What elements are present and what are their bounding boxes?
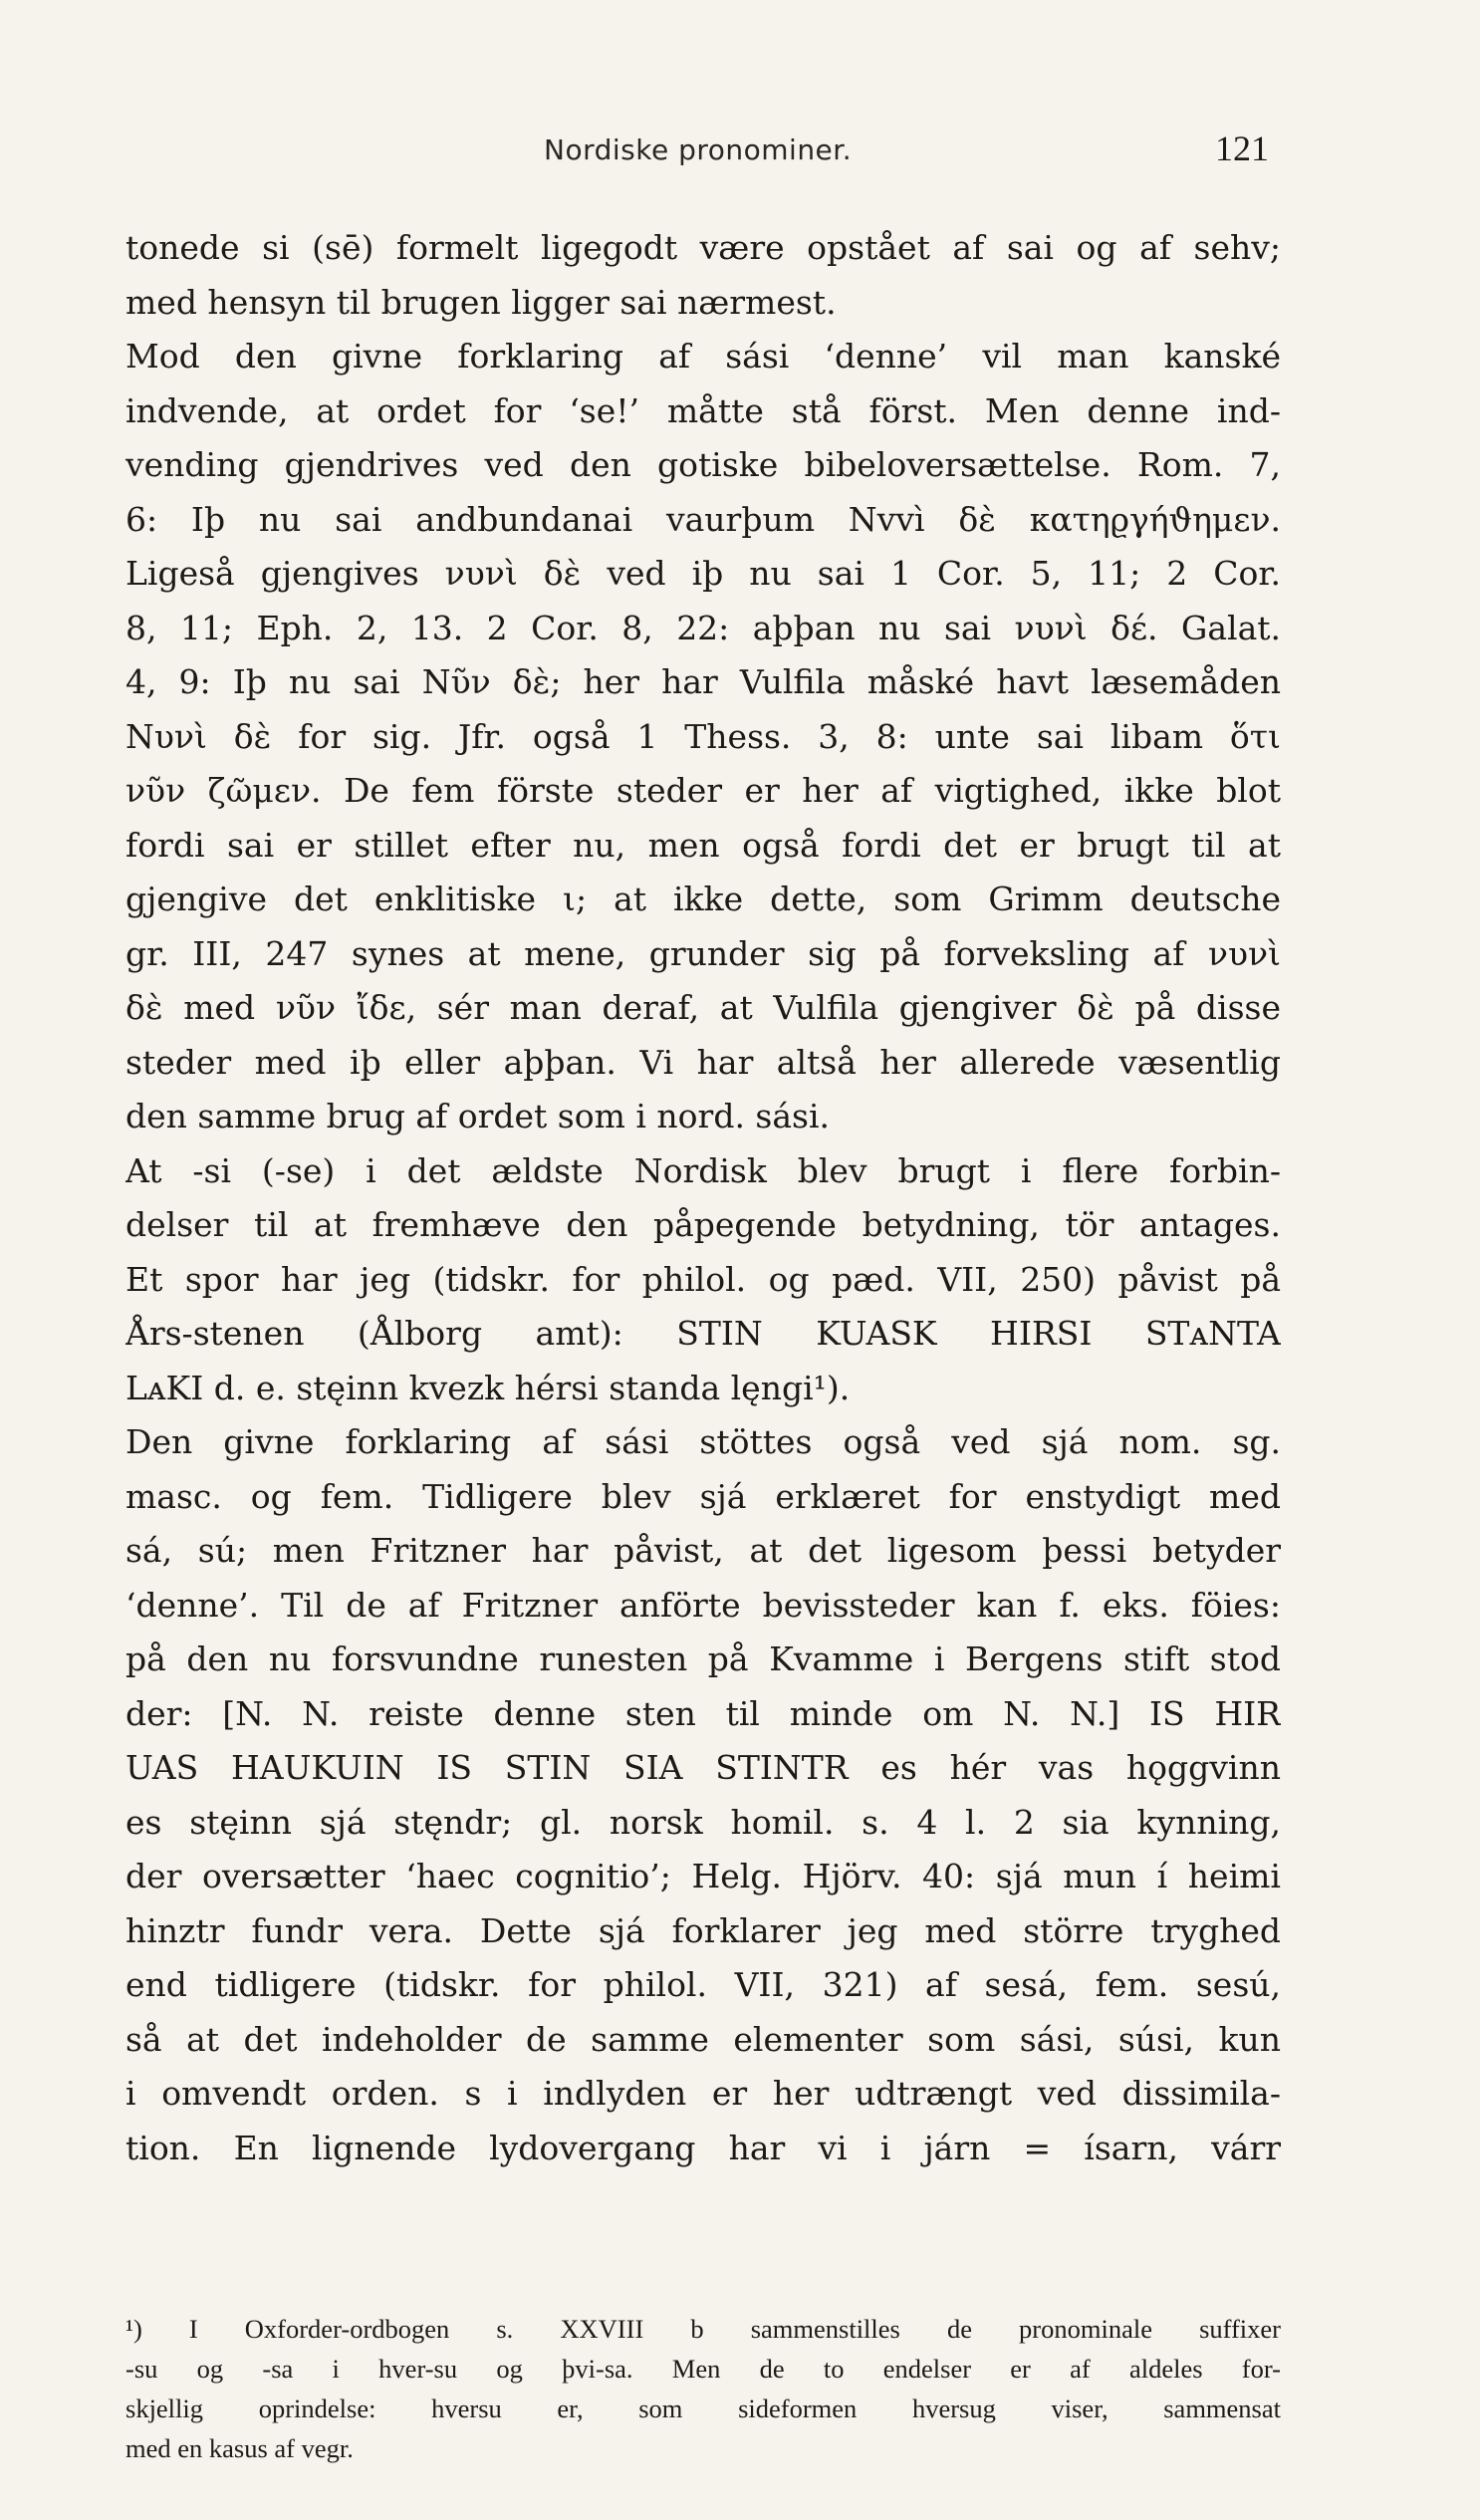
text-line: steder med iþ eller aþþan. Vi har altså her allerede væsentlig [125, 1042, 1281, 1082]
text-line: fordi sai er stillet efter nu, men også fordi det er brugt til at [125, 825, 1281, 865]
text-line: så at det indeholder de samme elementer som sási, súsi, kun [125, 2019, 1281, 2059]
text-line: UAS HAUKUIN IS STIN SIA STINTR es hér vas hǫggvinn [125, 1748, 1281, 1787]
running-head [125, 127, 1269, 177]
text-line: indvende, at ordet for ‘se!’ måtte stå först. Men denne ind- [125, 390, 1281, 430]
text-line: i omvendt orden. s i indlyden er her udtrængt ved dissimila- [125, 2074, 1281, 2113]
running-title: Nordiske pronominer. [544, 133, 853, 166]
text-line: ‘denne’. Til de af Fritzner anförte bevissteder kan f. eks. föies: [125, 1585, 1281, 1625]
text-line: Ligeså gjengives νυνὶ δὲ ved iþ nu sai 1 Cor. 5, 11; 2 Cor. [125, 554, 1281, 593]
text-line: Mod den givne forklaring af sási ‘denne’ vil man kanské [125, 337, 1281, 376]
footnote-line: skjellig oprindelse: hversu er, som sideformen hversug viser, sammensat [125, 2394, 1281, 2423]
text-line: δὲ med νῦν ἴδε, sér man deraf, at Vulfila gjengiver δὲ på disse [125, 988, 1281, 1027]
text-line: tion. En lignende lydovergang har vi i járn = ísarn, várr [125, 2128, 1281, 2167]
footnote-line: ¹) I Oxforder-ordbogen s. XXVIII b sammenstilles de pronominale suffixer [125, 2314, 1281, 2344]
footnote-line: med en kasus af vegr. [125, 2433, 354, 2463]
text-line: Den givne forklaring af sási stöttes også ved sjá nom. sg. [125, 1422, 1281, 1461]
text-line: masc. og fem. Tidligere blev sjá erklæret for enstydigt med [125, 1476, 1281, 1516]
text-line: hinztr fundr vera. Dette sjá forklarer jeg med större tryghed [125, 1910, 1281, 1950]
footnotes [125, 2309, 1281, 2468]
text-line: end tidligere (tidskr. for philol. VII, 321) af sesá, fem. sesú, [125, 1965, 1281, 2004]
text-line: Νυνὶ δὲ for sig. Jfr. også 1 Thess. 3, 8: unte sai libam ὅτι [125, 716, 1281, 756]
text-line: 4, 9: Iþ nu sai Νῦν δὲ; her har Vulfila måské havt læsemåden [125, 662, 1281, 701]
text-line: på den nu forsvundne runesten på Kvamme i Bergens stift stod [125, 1639, 1281, 1678]
text-line: med hensyn til brugen ligger sai nærmest. [125, 282, 837, 322]
text-line: Et spor har jeg (tidskr. for philol. og pæd. VII, 250) påvist på [125, 1259, 1281, 1299]
text-line: 8, 11; Eph. 2, 13. 2 Cor. 8, 22: aþþan nu sai νυνὶ δέ. Galat. [125, 608, 1281, 647]
text-line: delser til at fremhæve den påpegende betydning, tör antages. [125, 1205, 1281, 1244]
text-line: der: [N. N. reiste denne sten til minde om N. N.] IS HIR [125, 1693, 1281, 1733]
text-line: LᴀKI d. e. stęinn kvezk hérsi standa lęngi¹). [125, 1368, 851, 1407]
text-line: den samme brug af ordet som i nord. sási. [125, 1097, 831, 1135]
text-line: Års-stenen (Ålborg amt): STIN KUASK HIRSI STᴀNTA [125, 1314, 1281, 1353]
text-line: sá, sú; men Fritzner har påvist, at det ligesom þessi betyder [125, 1531, 1281, 1570]
text-line: At -si (-se) i det ældste Nordisk blev brugt i flere forbin- [125, 1150, 1281, 1190]
page-number: 121 [1215, 128, 1269, 168]
text-line: νῦν ζῶμεν. De fem förste steder er her af vigtighed, ikke blot [125, 771, 1281, 810]
body-text [125, 221, 1281, 2175]
text-line: 6: Iþ nu sai andbundanai vaurþum Nvvì δὲ κατηϱγήϑημεν. [125, 499, 1281, 539]
text-line: gr. III, 247 synes at mene, grunder sig på forveksling af νυνὶ [125, 933, 1281, 973]
text-line: es stęinn sjá stęndr; gl. norsk homil. s. 4 l. 2 sia kynning, [125, 1802, 1281, 1842]
footnote-line: -su og -sa i hver-su og þvi-sa. Men de to endelser er af aldeles for- [125, 2354, 1281, 2384]
text-line: der oversætter ‘haec cognitio’; Helg. Hjörv. 40: sjá mun í heimi [125, 1857, 1281, 1895]
text-line: tonede si (sē) formelt ligegodt være opstået af sai og af sehv; [125, 228, 1281, 267]
text-line: gjengive det enklitiske ι; at ikke dette, som Grimm deutsche [125, 880, 1281, 918]
text-line: vending gjendrives ved den gotiske bibeloversættelse. Rom. 7, [125, 445, 1281, 484]
